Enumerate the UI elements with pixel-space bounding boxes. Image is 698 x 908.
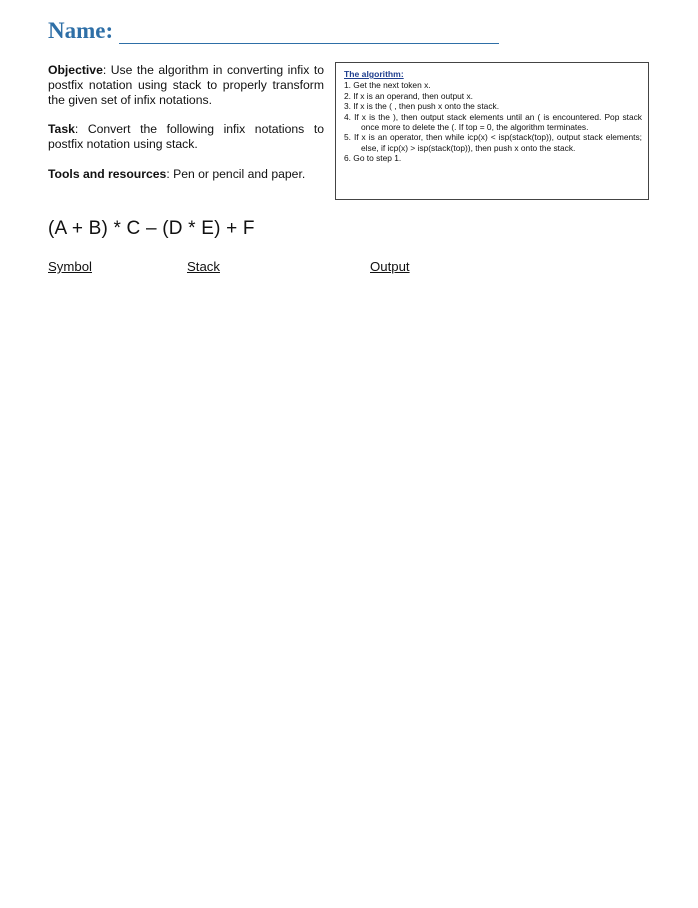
algorithm-step: 5. If x is an operator, then while icp(x) < isp(stack(top)), output stack elements; else, if icp(x) > isp(stack(top)), then push x onto the stack. — [344, 132, 642, 153]
algorithm-step: 6. Go to step 1. — [344, 153, 402, 164]
algorithm-box — [335, 62, 649, 200]
name-label: Name: — [48, 18, 114, 43]
task-paragraph — [48, 122, 324, 152]
algorithm-step: 4. If x is the ), then output stack elements until an ( is encountered. Pop stack once more to delete the (. If top = 0, the algorithm terminates. — [344, 111, 642, 133]
algorithm-steps — [344, 80, 642, 163]
symbol-column-header: Symbol — [48, 259, 92, 274]
name-field — [48, 18, 499, 44]
task-label: Task — [48, 122, 75, 137]
infix-expression: (A + B) * C – (D * E) + F — [48, 218, 255, 239]
instructions — [48, 63, 324, 197]
tools-paragraph — [48, 167, 324, 182]
objective-label: Objective — [48, 63, 103, 77]
algorithm-step: 2. If x is an operand, then output x. — [344, 90, 473, 101]
task-text: : Convert the following infix notations to postfix notation using stack. — [48, 122, 324, 152]
tools-label: Tools and resources — [48, 166, 167, 181]
objective-paragraph — [48, 63, 324, 107]
output-column-header: Output — [370, 259, 410, 274]
algorithm-step: 3. If x is the ( , then push x onto the stack. — [344, 101, 500, 112]
tools-text: : Pen or pencil and paper. — [166, 166, 306, 181]
algorithm-title: The algorithm: — [344, 69, 404, 79]
name-blank-line[interactable] — [119, 25, 499, 44]
objective-text: : Use the algorithm in converting infix to postfix notation using stack to properly transform the given set of infix notations. — [48, 63, 324, 107]
algorithm-step: 1. Get the next token x. — [344, 80, 431, 91]
stack-column-header: Stack — [187, 259, 220, 274]
